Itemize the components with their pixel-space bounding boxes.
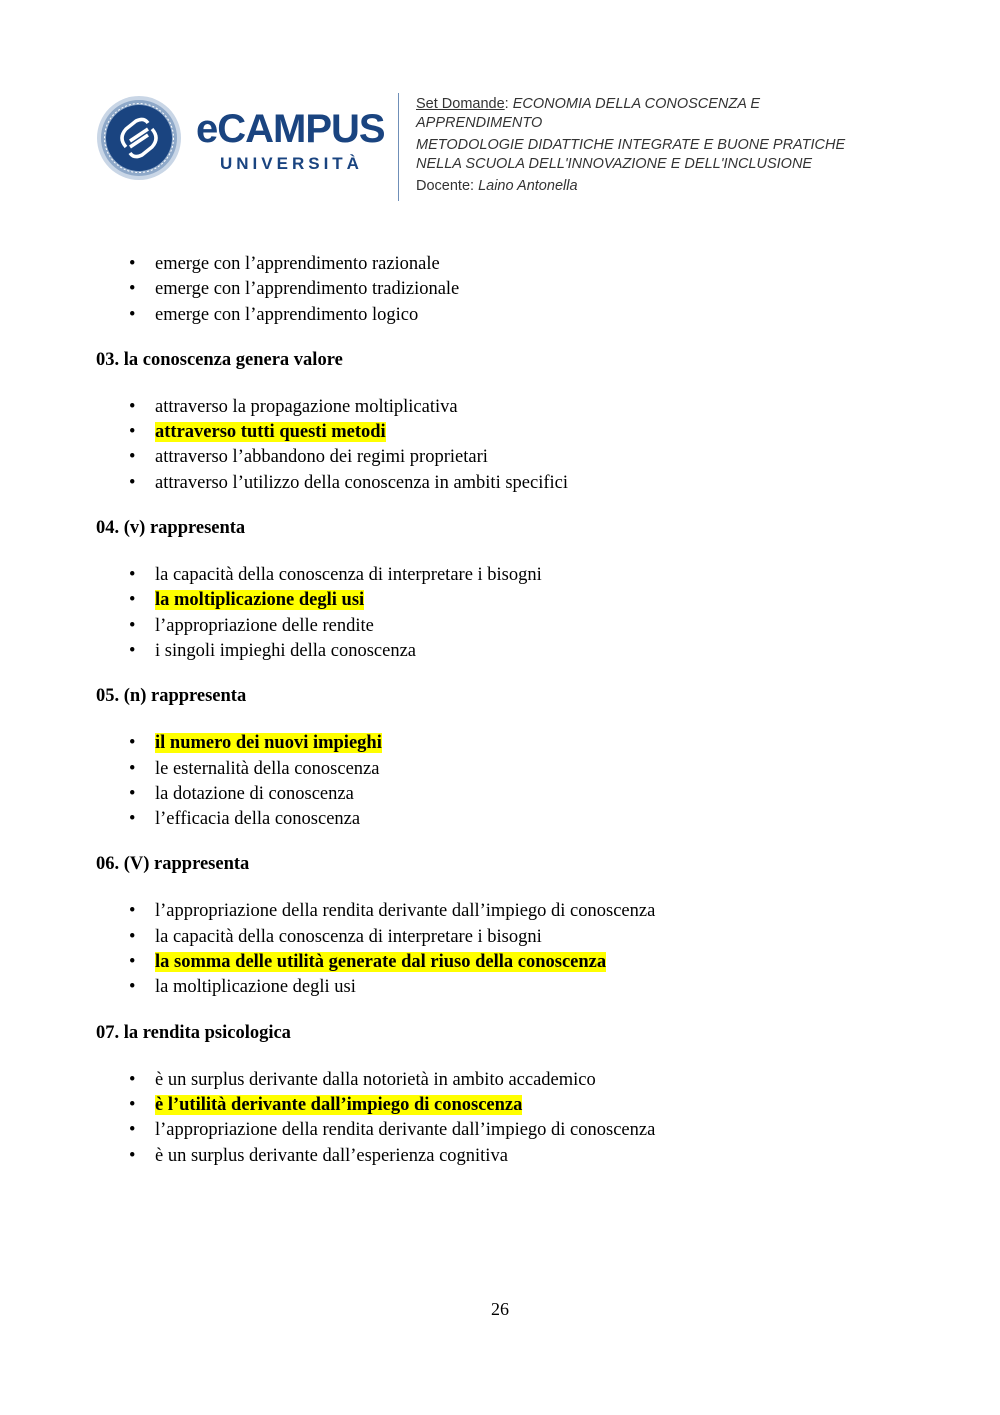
bullet-icon: •: [129, 422, 136, 443]
bullet-icon: •: [129, 1145, 136, 1166]
list-item: [96, 975, 916, 1000]
docente-name: Laino Antonella: [478, 178, 578, 194]
list-item: [96, 950, 916, 975]
bullet-icon: •: [129, 590, 136, 611]
bullet-icon: •: [129, 447, 136, 468]
bullet-icon: •: [129, 901, 136, 922]
bullet-icon: •: [129, 1069, 136, 1090]
list-item: [96, 807, 916, 832]
answer-text: è un surplus derivante dalla notorietà in ambito accademico: [155, 1069, 596, 1090]
list-item: [96, 925, 916, 950]
header-divider: [398, 93, 399, 201]
question-content: [96, 252, 916, 1169]
bullet-icon: •: [129, 472, 136, 493]
header-info: [416, 95, 916, 196]
answer-text: emerge con l’apprendimento tradizionale: [155, 279, 460, 300]
brand-subtitle: UNIVERSITÀ: [220, 154, 363, 173]
list-item: [96, 639, 916, 664]
docente-line: [416, 177, 916, 196]
bullet-icon: •: [129, 733, 136, 754]
answer-text: i singoli impieghi della conoscenza: [155, 640, 416, 661]
bullet-icon: •: [129, 952, 136, 973]
list-item: [96, 782, 916, 807]
page-number: 26: [491, 1299, 509, 1319]
answer-text: attraverso la propagazione moltiplicativa: [155, 396, 458, 417]
set-title-line2: APPRENDIMENTO: [416, 114, 543, 131]
ecampus-brand: [196, 109, 386, 179]
set-title-line1: ECONOMIA DELLA CONOSCENZA E: [512, 96, 761, 112]
answer-text: l’appropriazione della rendita derivante dall’impiego di conoscenza: [155, 1120, 656, 1141]
set-label: Set Domande: [416, 96, 505, 112]
list-item: [96, 1144, 916, 1169]
list-item: [96, 277, 916, 302]
brand-e: e: [196, 107, 218, 151]
list-item: [96, 731, 916, 756]
bullet-icon: •: [129, 926, 136, 947]
page-header: [96, 93, 916, 203]
set-separator: :: [504, 96, 509, 112]
bullet-icon: •: [129, 1094, 136, 1115]
answer-text: la capacità della conoscenza di interpretare i bisogni: [155, 926, 542, 947]
list-item: [96, 1118, 916, 1143]
correct-answer-text: il numero dei nuovi impieghi: [155, 733, 382, 754]
list-item: [96, 420, 916, 445]
list-item: [96, 757, 916, 782]
answer-text: l’efficacia della conoscenza: [155, 809, 361, 830]
correct-answer-text: attraverso tutti questi metodi: [155, 422, 386, 443]
bullet-icon: •: [129, 254, 136, 274]
answer-text: è un surplus derivante dall’esperienza cognitiva: [155, 1145, 508, 1166]
list-item: [96, 899, 916, 924]
question-title: 04. (v) rappresenta: [96, 518, 246, 539]
continuation-list: [96, 252, 916, 328]
brand-wordmark: [196, 109, 385, 149]
set-line: [416, 95, 916, 114]
answer-text: attraverso l’utilizzo della conoscenza in ambiti specifici: [155, 472, 568, 493]
answer-text: attraverso l’abbandono dei regimi proprietari: [155, 447, 488, 468]
bullet-icon: •: [129, 615, 136, 636]
bullet-icon: •: [129, 783, 136, 804]
list-item: [96, 252, 916, 277]
question-title: 05. (n) rappresenta: [96, 686, 247, 707]
list-item: [96, 563, 916, 588]
bullet-icon: •: [129, 758, 136, 779]
docente-label: Docente:: [416, 178, 475, 194]
answer-text: emerge con l’apprendimento logico: [155, 304, 419, 325]
answer-text: emerge con l’apprendimento razionale: [155, 254, 440, 274]
bullet-icon: •: [129, 640, 136, 661]
brand-campus: CAMPUS: [217, 107, 385, 151]
bullet-icon: •: [129, 1120, 136, 1141]
bullet-icon: •: [129, 809, 136, 830]
answer-text: l’appropriazione delle rendite: [155, 615, 374, 636]
list-item: [96, 471, 916, 496]
answer-list: [96, 395, 916, 496]
list-item: [96, 395, 916, 420]
bullet-icon: •: [129, 396, 136, 417]
correct-answer-text: è l’utilità derivante dall’impiego di conoscenza: [155, 1094, 523, 1115]
answer-text: la dotazione di conoscenza: [155, 783, 354, 804]
question-title: 06. (V) rappresenta: [96, 854, 250, 875]
bullet-icon: •: [129, 279, 136, 300]
answer-list: [96, 731, 916, 832]
list-item: [96, 614, 916, 639]
course-line2: NELLA SCUOLA DELL'INNOVAZIONE E DELL'INCLUSIONE: [416, 155, 813, 172]
bullet-icon: •: [129, 565, 136, 586]
correct-answer-text: la somma delle utilità generate dal riuso della conoscenza: [155, 952, 607, 973]
list-item: [96, 588, 916, 613]
question-title: 07. la rendita psicologica: [96, 1022, 291, 1043]
answer-text: le esternalità della conoscenza: [155, 758, 380, 779]
list-item: [96, 303, 916, 328]
answer-text: l’appropriazione della rendita derivante dall’impiego di conoscenza: [155, 901, 656, 922]
answer-text: la capacità della conoscenza di interpretare i bisogni: [155, 565, 542, 586]
bullet-icon: •: [129, 304, 136, 325]
list-item: [96, 1068, 916, 1093]
correct-answer-text: la moltiplicazione degli usi: [155, 590, 365, 611]
list-item: [96, 445, 916, 470]
list-item: [96, 1093, 916, 1118]
ecampus-seal-logo: [96, 95, 182, 181]
bullet-icon: •: [129, 977, 136, 998]
answer-list: [96, 899, 916, 1000]
course-line1: METODOLOGIE DIDATTICHE INTEGRATE E BUONE PRATICHE: [416, 137, 846, 153]
answer-list: [96, 563, 916, 664]
question-title: 03. la conoscenza genera valore: [96, 349, 343, 370]
answer-list: [96, 1068, 916, 1169]
answer-text: la moltiplicazione degli usi: [155, 977, 356, 998]
